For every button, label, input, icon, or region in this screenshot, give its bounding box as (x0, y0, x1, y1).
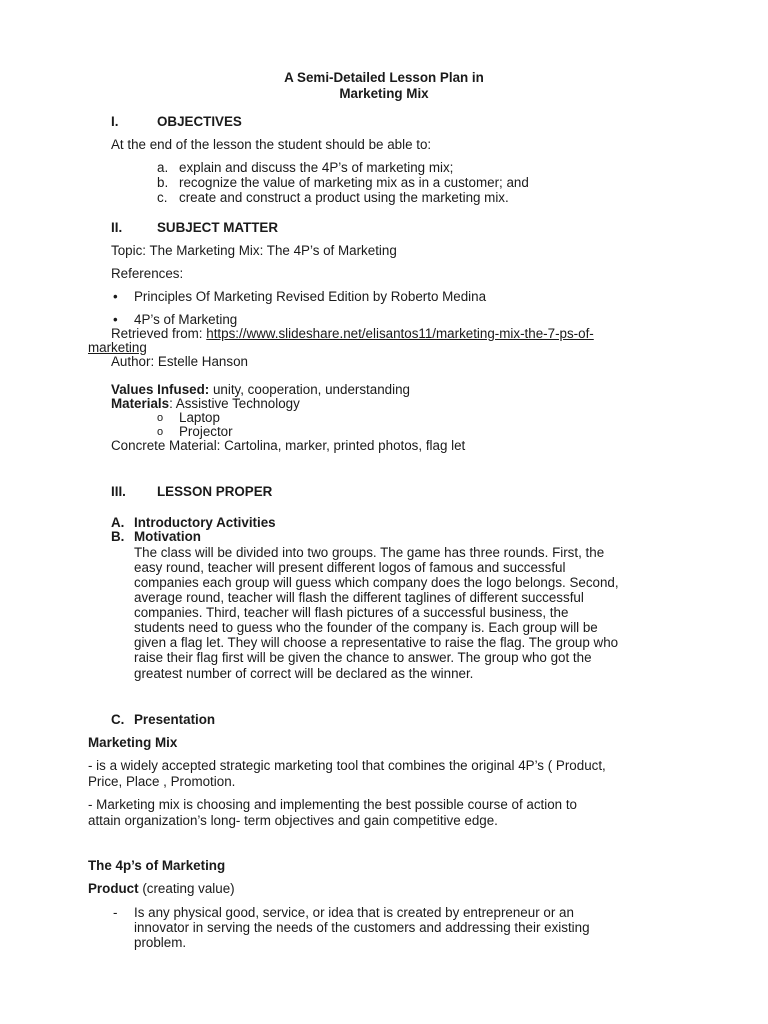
reference-item-2: 4P’s of Marketing (134, 312, 238, 327)
section-2-number: II. (111, 220, 123, 235)
section-1-title: OBJECTIVES (157, 114, 242, 129)
motivation-line-2: easy round, teacher will present different logos of famous and successful (134, 560, 566, 575)
retrieved-link[interactable]: https://www.slideshare.net/elisantos11/marketing-mix-the-7-ps-of- (206, 326, 594, 341)
concrete-material-line: Concrete Material: Cartolina, marker, printed photos, flag let (111, 438, 466, 453)
subsection-b-marker: B. (111, 529, 125, 544)
subsection-c-marker: C. (111, 712, 125, 727)
subsection-b-title: Motivation (134, 529, 201, 544)
doc-title-line2: Marketing Mix (339, 86, 429, 101)
product-line (88, 881, 235, 897)
product-description-line-2: innovator in serving the needs of the customers and addressing their existing (134, 920, 590, 935)
objective-marker-b: b. (157, 175, 169, 190)
bullet-icon: • (113, 289, 118, 304)
retrieved-label: Retrieved from: (111, 326, 207, 341)
product-description-line-3: problem. (134, 935, 187, 950)
section-3-title: LESSON PROPER (157, 484, 273, 499)
sub-bullet-icon: o (157, 426, 164, 438)
objective-marker-c: c. (157, 190, 168, 205)
section-3-number: III. (111, 484, 126, 499)
values-text: unity, cooperation, understanding (209, 382, 410, 397)
product-description-line-1: Is any physical good, service, or idea that is created by entrepreneur or an (134, 905, 574, 920)
retrieved-line (111, 326, 594, 342)
objective-item-c: create and construct a product using the marketing mix. (179, 190, 509, 205)
section-1-number: I. (111, 114, 119, 129)
objective-item-b: recognize the value of marketing mix as in a customer; and (179, 175, 529, 190)
objective-item-a: explain and discuss the 4P’s of marketing mix; (179, 160, 454, 175)
four-ps-heading: The 4p’s of Marketing (88, 858, 226, 873)
values-label: Values Infused: (111, 382, 210, 397)
marketing-mix-heading: Marketing Mix (88, 735, 178, 750)
product-subtitle: (creating value) (138, 881, 235, 896)
marketing-mix-definition-line-1: - is a widely accepted strategic marketing tool that combines the original 4P’s ( Product, (88, 758, 606, 773)
motivation-line-6: students need to guess who the founder of the company is. Each group will be (134, 620, 598, 635)
marketing-mix-definition2-line-1: - Marketing mix is choosing and implementing the best possible course of action to (88, 797, 578, 812)
subsection-c-title: Presentation (134, 712, 216, 727)
motivation-line-3: companies each group will guess which company does the logo belongs. Second, (134, 575, 619, 590)
topic-line: Topic: The Marketing Mix: The 4P’s of Marketing (111, 243, 397, 258)
material-item-laptop: Laptop (179, 410, 220, 425)
references-label: References: (111, 266, 184, 281)
subsection-a-title: Introductory Activities (134, 515, 276, 530)
retrieved-link-end[interactable]: marketing (88, 340, 147, 355)
author-line: Author: Estelle Hanson (111, 354, 248, 369)
materials-label: Materials (111, 396, 170, 411)
subsection-a-marker: A. (111, 515, 125, 530)
objectives-intro: At the end of the lesson the student should be able to: (111, 137, 432, 152)
dash-marker: - (113, 905, 118, 920)
material-item-projector: Projector (179, 424, 233, 439)
sub-bullet-icon: o (157, 412, 164, 424)
motivation-line-1: The class will be divided into two groups. The game has three rounds. First, the (134, 545, 605, 560)
reference-item-1: Principles Of Marketing Revised Edition by Roberto Medina (134, 289, 487, 304)
section-2-title: SUBJECT MATTER (157, 220, 279, 235)
objective-marker-a: a. (157, 160, 169, 175)
motivation-line-4: average round, teacher will flash the different taglines of different successful (134, 590, 584, 605)
materials-text: : Assistive Technology (169, 396, 300, 411)
doc-title-line1: A Semi-Detailed Lesson Plan in (284, 70, 484, 85)
bullet-icon: • (113, 312, 118, 327)
product-label: Product (88, 881, 139, 896)
marketing-mix-definition2-line-2: attain organization’s long- term objectives and gain competitive edge. (88, 813, 498, 828)
motivation-line-8: raise their flag first will be given the chance to answer. The group who got the (134, 650, 592, 665)
motivation-line-5: companies. Third, teacher will flash pictures of a successful business, the (134, 605, 569, 620)
marketing-mix-definition-line-2: Price, Place , Promotion. (88, 774, 236, 789)
motivation-line-9: greatest number of correct will be declared as the winner. (134, 666, 474, 681)
motivation-line-7: given a flag let. They will choose a representative to raise the flag. The group who (134, 635, 619, 650)
